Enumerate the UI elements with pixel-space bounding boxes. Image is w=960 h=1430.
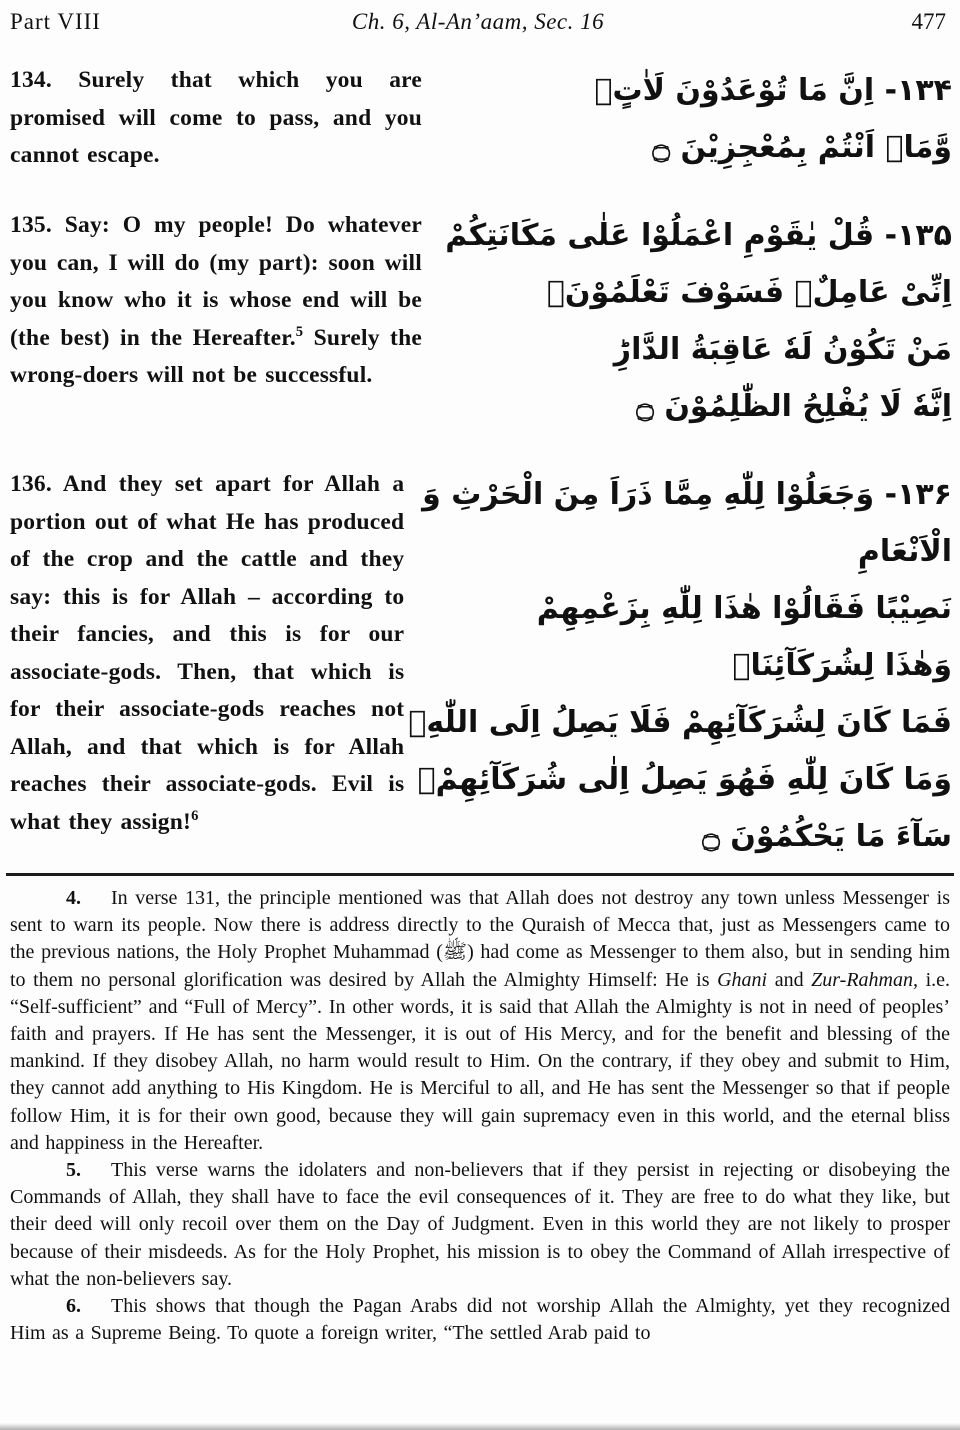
arabic-line: الْاَنْعَامِ	[857, 534, 952, 569]
footnote-ref: 6	[191, 807, 199, 824]
arabic-line: ۱۳۴- اِنَّ مَا تُوْعَدُوْنَ لَاٰتٍۙ	[594, 73, 952, 108]
chapter-title: Ch. 6, Al-An’aam, Sec. 16	[351, 9, 605, 34]
scan-edge-shadow	[0, 1423, 960, 1430]
footnote-italic-term: Zur-Rahman,	[811, 968, 918, 991]
footnote-text: This verse warns the idolaters and non-believers that if they persist in rejecting or disobeying the Commands of Allah, they shall have to face the evil consequences of it. They are free to do what they like, but their deed will only recoil over them on the Day of Judgment. Even in this world they are not likely to prosper because of their misdeeds. As for the Holy Prophet, his mission is to obey the Command of Allah irrespective of what the non-believers say.	[10, 1159, 950, 1290]
verse-row-136	[10, 466, 952, 865]
footnote-text: and	[767, 968, 812, 991]
arabic-line: سَآءَ مَا يَحْكُمُوْنَ ۝	[702, 819, 952, 854]
arabic-line: وَّمَاۤ اَنْتُمْ بِمُعْجِزِيْنَ ۝	[652, 130, 952, 165]
verses-section	[0, 35, 960, 865]
arabic-line: مَنْ تَكُوْنُ لَهٗ عَاقِبَةُ الدَّارِؕ	[613, 332, 952, 367]
footnote-number: 6.	[66, 1295, 81, 1318]
arabic-line: اِنَّهٗ لَا يُفْلِحُ الظّٰلِمُوْنَ ۝	[636, 389, 952, 424]
footnote-number: 5.	[66, 1159, 81, 1182]
page-header	[0, 0, 960, 35]
footnote-text: i.e. “Self-sufficient” and “Full of Mercy”. In other words, it is said that Allah the Almighty is not in need of peoples’ faith and prayers. If He has sent the Messenger, it is out of His Mercy, and for the benefit and blessing of the mankind. If they disobey Allah, no harm would result to Him. On the contrary, if they obey and submit to Him, they cannot add anything to His Kingdom. He is Merciful to all, and He has sent the Messenger so that if people follow Him, it is for their own good, because they will gain supremacy even in this world, and the eternal bliss and happiness in the Hereafter.	[10, 968, 950, 1154]
part-label: Part VIII	[10, 9, 101, 34]
footnote-italic-term: Ghani	[717, 968, 768, 991]
arabic-line: وَمَا كَانَ لِلّٰهِ فَهُوَ يَصِلُ اِلٰى شُرَكَآئِهِمْۚ	[417, 762, 952, 797]
footnote-number: 4.	[66, 887, 81, 909]
verse-english-136	[10, 466, 404, 865]
verse-english-text: 134. Surely that which you are promised will come to pass, and you cannot escape.	[10, 67, 422, 168]
verse-arabic-134	[422, 62, 952, 176]
arabic-line: نَصِيْبًا فَقَالُوْا هٰذَا لِلّٰهِ بِزَعْمِهِمْ	[536, 591, 952, 626]
verse-row-135	[10, 207, 952, 435]
page-number: 477	[911, 9, 946, 34]
footnote-5	[10, 1157, 950, 1293]
verse-english-text: 136. And they set apart for Allah a portion out of what He has produced of the crop and the cattle and they say: this is for Allah – according to their fancies, and this is for our associate-gods. Then, that which is for their associate-gods reaches not Allah, and that which is for Allah reaches their associate-gods. Evil is what they assign!	[10, 471, 405, 835]
footnote-text: This shows that though the Pagan Arabs did not worship Allah the Almighty, yet they recognized Him as a Supreme Being. To quote a foreign writer, “The settled Arab paid to	[10, 1295, 950, 1345]
verse-english-text: 135. Say: O my people! Do whatever you can, I will do (my part): soon will you know who it is whose end will be (the best) in the Hereafter.	[10, 212, 422, 351]
verse-english-135	[10, 207, 422, 435]
footnote-4	[10, 885, 950, 1157]
footnote-6	[10, 1293, 950, 1347]
footnote-text: In verse 131, the principle mentioned was that Allah does not destroy any town unless Messenger is sent to warn its people. Now there is address directly to the Quraish of Mecca that, just as Messengers came to the previous nations, the Holy Prophet Muhammad (ﷺ) had come as Messenger to them also, but in sending him to them no personal glorification was desired by Allah the Almighty Himself: He is	[10, 887, 951, 991]
verse-arabic-136	[404, 466, 952, 865]
footnotes-section	[0, 876, 960, 1347]
arabic-line: ۱۳۶- وَجَعَلُوْا لِلّٰهِ مِمَّا ذَرَاَ مِنَ الْحَرْثِ وَ	[422, 477, 952, 512]
verse-arabic-135	[422, 207, 952, 435]
arabic-line: وَهٰذَا لِشُرَكَآئِنَاۚ	[732, 648, 952, 683]
verse-english-134	[10, 62, 422, 176]
footnote-ref: 5	[295, 323, 304, 340]
arabic-line: ۱۳۵- قُلْ يٰقَوْمِ اعْمَلُوْا عَلٰى مَكَانَتِكُمْ	[445, 218, 952, 253]
arabic-line: فَمَا كَانَ لِشُرَكَآئِهِمْ فَلَا يَصِلُ اِلَى اللّٰهِۚ	[408, 705, 952, 740]
arabic-line: اِنِّىْ عَامِلٌۚ فَسَوْفَ تَعْلَمُوْنَۙ	[546, 275, 952, 310]
verse-row-134	[10, 62, 952, 176]
verse-english-text: Surely the wrong-doers will not be successful.	[10, 324, 422, 388]
